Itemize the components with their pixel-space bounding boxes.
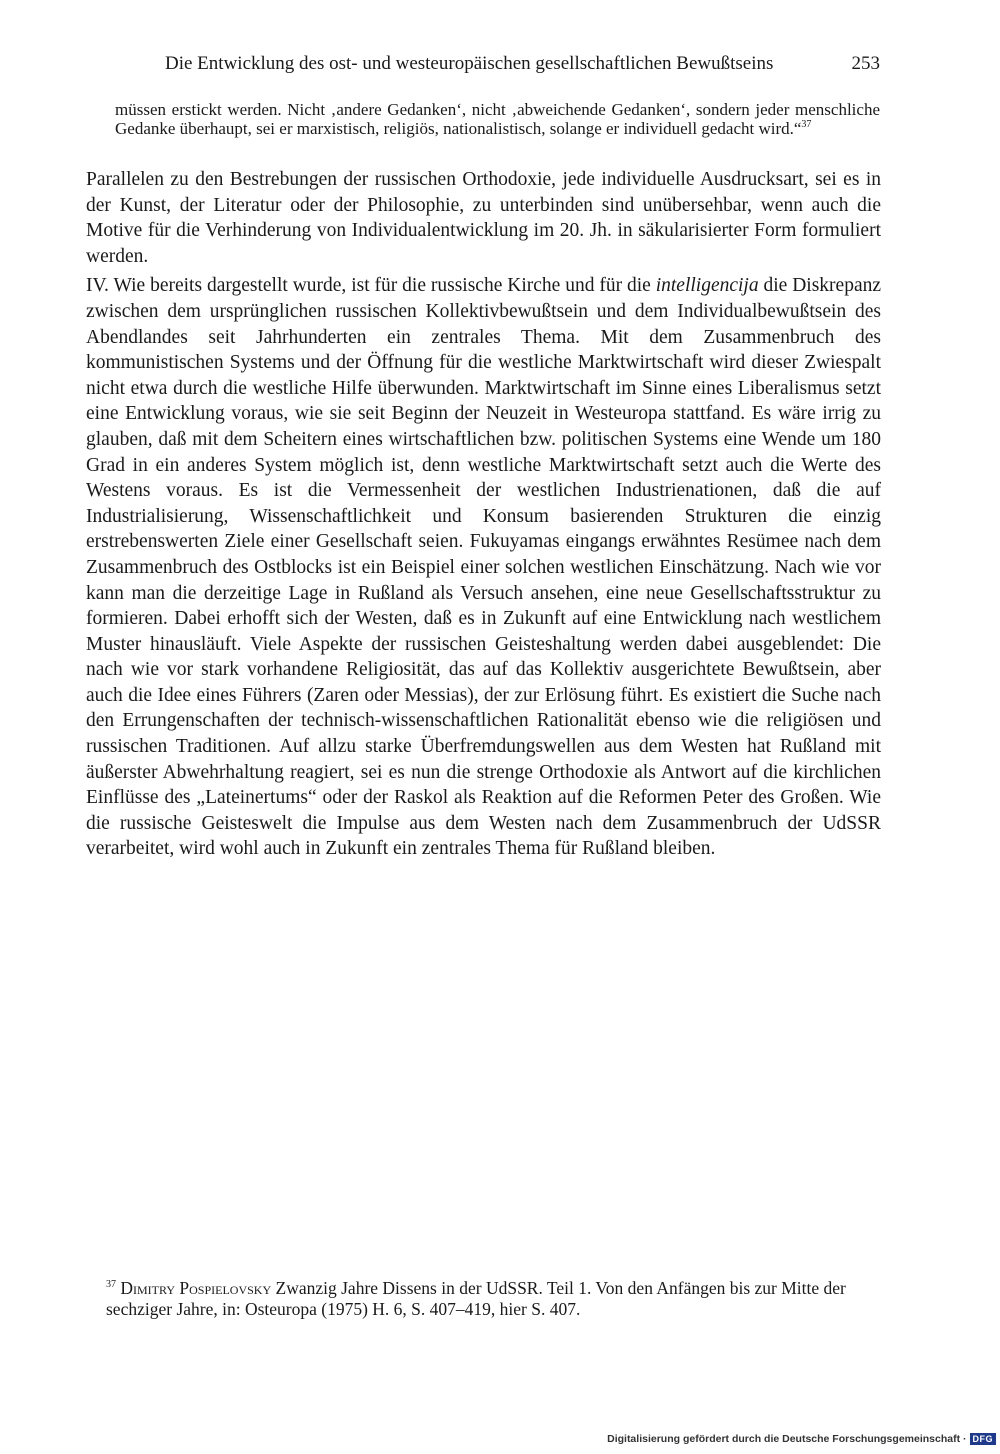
block-quote: [115, 100, 880, 138]
paragraph-start: IV. Wie bereits dargestellt wurde, ist für die russische Kirche und für die: [86, 275, 651, 297]
running-head: [165, 50, 880, 78]
running-title: Die Entwicklung des ost- und westeuropäischen gesellschaftlichen Bewußtseins: [165, 53, 774, 74]
italic-term: intelligencija: [655, 275, 759, 297]
dfg-logo: DFG: [970, 1433, 997, 1445]
footnote: [86, 1278, 881, 1320]
footnote-number: 37: [106, 1279, 116, 1290]
funding-text: Digitalisierung gefördert durch die Deutsche Forschungsgemeinschaft ·: [607, 1433, 967, 1445]
paragraph: Parallelen zu den Bestrebungen der russischen Orthodoxie, jede individuelle Ausdrucksart, sei es in der Kunst, der Literatur oder der Philosophie, zu unterbinden sind unübersehbar, wenn auch die Motive für die Verhinderung von Individualentwicklung im 20. Jh. in säkularisierter Form formuliert werden.: [86, 169, 881, 267]
paragraph: [86, 273, 881, 862]
footnote-body: [86, 1278, 881, 1320]
funding-note: [607, 1432, 996, 1446]
quote-text: müssen erstickt werden. Nicht ‚andere Gedanken‘, nicht ‚abweichende Gedanken‘, sondern jeder menschliche Gedanke überhaupt, sei er marxistisch, religiös, nationalistisch, solange er individuell gedacht wird.“: [115, 100, 880, 138]
page-number: 253: [851, 53, 880, 74]
paragraph-rest: die Diskrepanz zwischen dem ursprünglichen russischen Kollektivbewußtsein und dem Individualbewußtsein des Abendlandes seit Jahrhunderten ein zentrales Thema. Mit dem Zusammenbruch des kommunistischen Systems und der Öffnung für die westliche Marktwirtschaft wird dieser Zwiespalt nicht etwa durch die westliche Hilfe überwunden. Marktwirtschaft im Sinne eines Liberalismus setzt eine Entwicklung voraus, wie sie seit Beginn der Neuzeit in Westeuropa stattfand. Es wäre irrig zu glauben, daß mit dem Scheitern eines wirtschaftlichen bzw. politischen Systems eine Wende um 180 Grad in ein anderes System möglich ist, denn westliche Marktwirtschaft setzt auch die Werte des Westens voraus. Es ist die Vermessenheit der westlichen Industrienationen, daß die auf Industrialisierung, Wissenschaftlichkeit und Konsum basierenden Strukturen die einzig erstrebenswerten Ziele einer Gesellschaft seien. Fukuyamas eingangs erwähntes Resümee nach dem Zusammenbruch des Ostblocks ist ein Beispiel einer solchen westlichen Einschätzung. Nach wie vor kann man die derzeitige Lage in Rußland als Versuch ansehen, eine neue Gesellschaftsstruktur zu formieren. Dabei erhofft sich der Westen, daß es in Zukunft auf eine Entwicklung nach westlichem Muster hinausläuft. Viele Aspekte der russischen Geisteshaltung werden dabei ausgeblendet: Die nach wie vor stark vorhandene Religiosität, das auf das Kollektiv ausgerichtete Bewußtsein, aber auch die Idee eines Führers (Zaren oder Messias), der zur Erlösung führt. Es existiert die Suche nach den Errungenschaften der technisch-wissenschaftlichen Rationalität ebenso wie die religiösen und russischen Traditionen. Auf allzu starke Überfremdungswellen aus dem Westen hat Rußland mit äußerster Abwehrhaltung reagiert, sei es nun die strenge Orthodoxie als Antwort auf die kirchlichen Einflüsse des „Lateinertums“ oder der Raskol als Reaktion auf die Reformen Peter des Großen. Wie die russische Geisteswelt die Impulse aus dem Westen nach dem Zusammenbruch der UdSSR verarbeitet, wird wohl auch in Zukunft ein zentrales Thema für Rußland bleiben.: [86, 275, 882, 860]
footnote-author: Dimitry Pospielovsky: [120, 1278, 272, 1298]
footnote-reference: 37: [801, 119, 812, 130]
footnote-text: Zwanzig Jahre Dissens in der UdSSR. Teil 1. Von den Anfängen bis zur Mitte der sechziger Jahre, in: Osteuropa (1975) H. 6, S. 407–419, hier S. 407.: [106, 1278, 846, 1319]
main-text: [86, 167, 881, 862]
